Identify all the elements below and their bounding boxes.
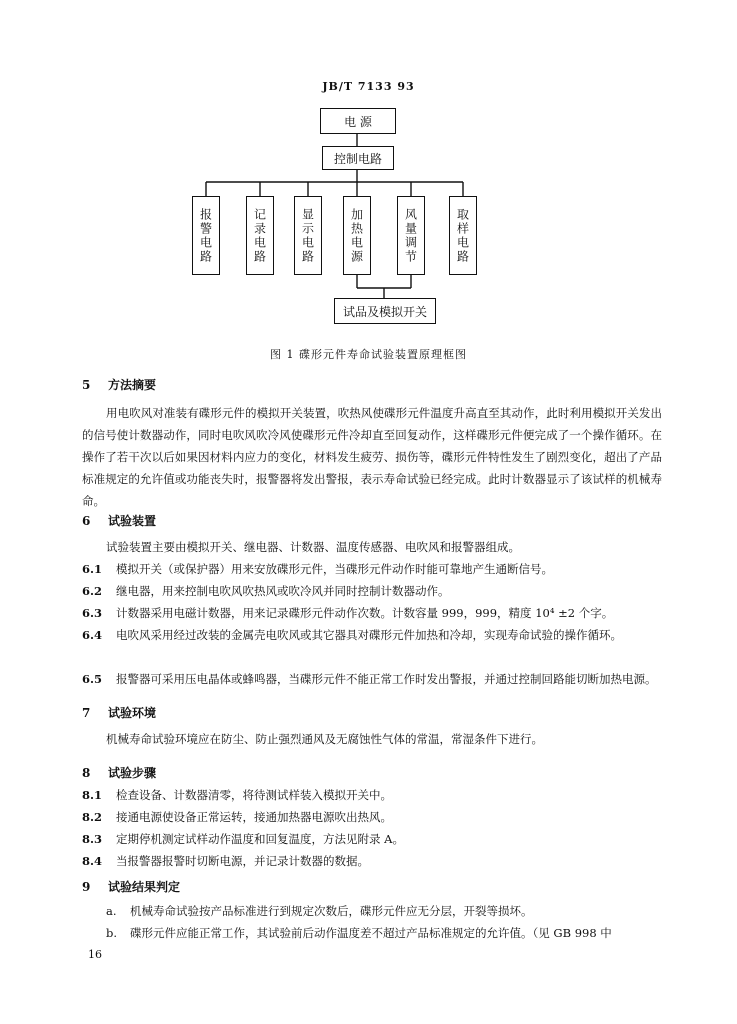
item-text: 机械寿命试验按产品标准进行到规定次数后，碟形元件应无分层，开裂等损坏。: [130, 904, 533, 918]
list-item: [82, 668, 662, 690]
item-number: 6.4: [82, 628, 103, 642]
list-item: [82, 828, 662, 850]
section-5-heading: [82, 376, 156, 393]
control-box: [322, 146, 394, 170]
item-text: 接通电源使设备正常运转，接通加热器电源吹出热风。: [116, 810, 392, 824]
list-item: [82, 580, 662, 602]
item-number: 6.2: [82, 584, 103, 598]
list-item: [82, 624, 662, 646]
item-number: 6.5: [82, 672, 103, 686]
power-label: 电 源: [344, 114, 372, 129]
item-letter: b.: [106, 926, 118, 940]
item-number: 6.3: [82, 606, 103, 620]
item-text: 报警器可采用压电晶体或蜂鸣器，当碟形元件不能正常工作时发出警报，并通过控制回路能切断加热电源。: [116, 672, 657, 686]
section-7-paragraph: 机械寿命试验环境应在防尘、防止强烈通风及无腐蚀性气体的常温，常湿条件下进行。: [106, 732, 543, 746]
diagram-connectors: [0, 0, 737, 340]
list-item: [106, 922, 662, 944]
item-text: 计数器采用电磁计数器，用来记录碟形元件动作次数。计数容量 999，999，精度 10⁴ ±2 个字。: [116, 606, 614, 620]
section-6-paragraph: 试验装置主要由模拟开关、继电器、计数器、温度传感器、电吹风和报警器组成。: [106, 540, 520, 554]
branch-label-heating: 加热电源: [349, 207, 364, 264]
section-number: 9: [82, 880, 91, 894]
branch-label-record: 记录电路: [252, 207, 267, 264]
branch-label-airflow: 风量调节: [403, 207, 418, 264]
branch-box-record: [246, 196, 274, 275]
item-text: 继电器，用来控制电吹风吹热风或吹冷风并同时控制计数器动作。: [116, 584, 450, 598]
section-number: 7: [82, 706, 91, 720]
item-text: 电吹风采用经过改装的金属壳电吹风或其它器具对碟形元件加热和冷却，实现寿命试验的操作循环。: [116, 628, 622, 642]
section-9-heading: [82, 878, 180, 895]
section-number: 6: [82, 514, 91, 528]
section-title: 试验结果判定: [108, 880, 181, 894]
item-letter: a.: [106, 904, 117, 918]
item-text: 模拟开关（或保护器）用来安放碟形元件，当碟形元件动作时能可靠地产生通断信号。: [116, 562, 553, 576]
section-6-heading: [82, 512, 156, 529]
section-title: 方法摘要: [108, 378, 157, 392]
list-item: [106, 900, 662, 922]
power-box: [320, 108, 396, 134]
item-number: 6.1: [82, 562, 103, 576]
branch-label-display: 显示电路: [300, 207, 315, 264]
sample-label: 试品及模拟开关: [342, 304, 427, 319]
section-title: 试验环境: [108, 706, 157, 720]
list-item: [82, 806, 662, 828]
control-label: 控制电路: [333, 151, 382, 166]
item-number: 8.3: [82, 832, 103, 846]
branch-label-sampling: 取样电路: [455, 207, 470, 264]
branch-box-heating: [343, 196, 371, 275]
branch-box-airflow: [397, 196, 425, 275]
branch-label-alarm: 报警电路: [198, 207, 213, 264]
page-number: 16: [88, 948, 102, 961]
item-text: 定期停机测定试样动作温度和回复温度，方法见附录 A。: [116, 832, 404, 846]
branch-box-display: [294, 196, 322, 275]
item-number: 8.1: [82, 788, 103, 802]
item-number: 8.4: [82, 854, 103, 868]
document-header: JB/T 7133 93: [322, 80, 415, 93]
figure-caption: 图 1 碟形元件寿命试验装置原理框图: [270, 348, 467, 361]
block-diagram: [0, 0, 737, 340]
section-number: 8: [82, 766, 91, 780]
sample-box: [334, 298, 436, 324]
section-7-heading: [82, 704, 156, 721]
item-text: 检查设备、计数器清零，将待测试样装入模拟开关中。: [116, 788, 392, 802]
branch-box-alarm: [192, 196, 220, 275]
item-number: 8.2: [82, 810, 103, 824]
section-title: 试验步骤: [108, 766, 157, 780]
list-item: [82, 602, 662, 624]
list-item: [82, 784, 662, 806]
section-title: 试验装置: [108, 514, 157, 528]
section-5-paragraph: 用电吹风对准装有碟形元件的模拟开关装置，吹热风使碟形元件温度升高直至其动作，此时利用模拟开关发出的信号使计数器动作，同时电吹风吹冷风使碟形元件冷却直至回复动作，这样碟形元件便完成了一个操作循环。在操作了若干次以后如果因材料内应力的变化，材料发生疲劳、损伤等，碟形元件特性发生了剧烈变化，超出了产品标准规定的允许值或功能丧失时，报警器将发出警报，表示寿命试验已经完成。此时计数器显示了该试样的机械寿命。: [82, 406, 662, 508]
branch-box-sampling: [449, 196, 477, 275]
list-item: [82, 850, 662, 872]
item-text: 当报警器报警时切断电源，并记录计数器的数据。: [116, 854, 369, 868]
list-item: [82, 558, 662, 580]
item-text: 碟形元件应能正常工作，其试验前后动作温度差不超过产品标准规定的允许值。（见 GB 998 中: [130, 926, 612, 940]
section-8-heading: [82, 764, 156, 781]
section-number: 5: [82, 378, 91, 392]
